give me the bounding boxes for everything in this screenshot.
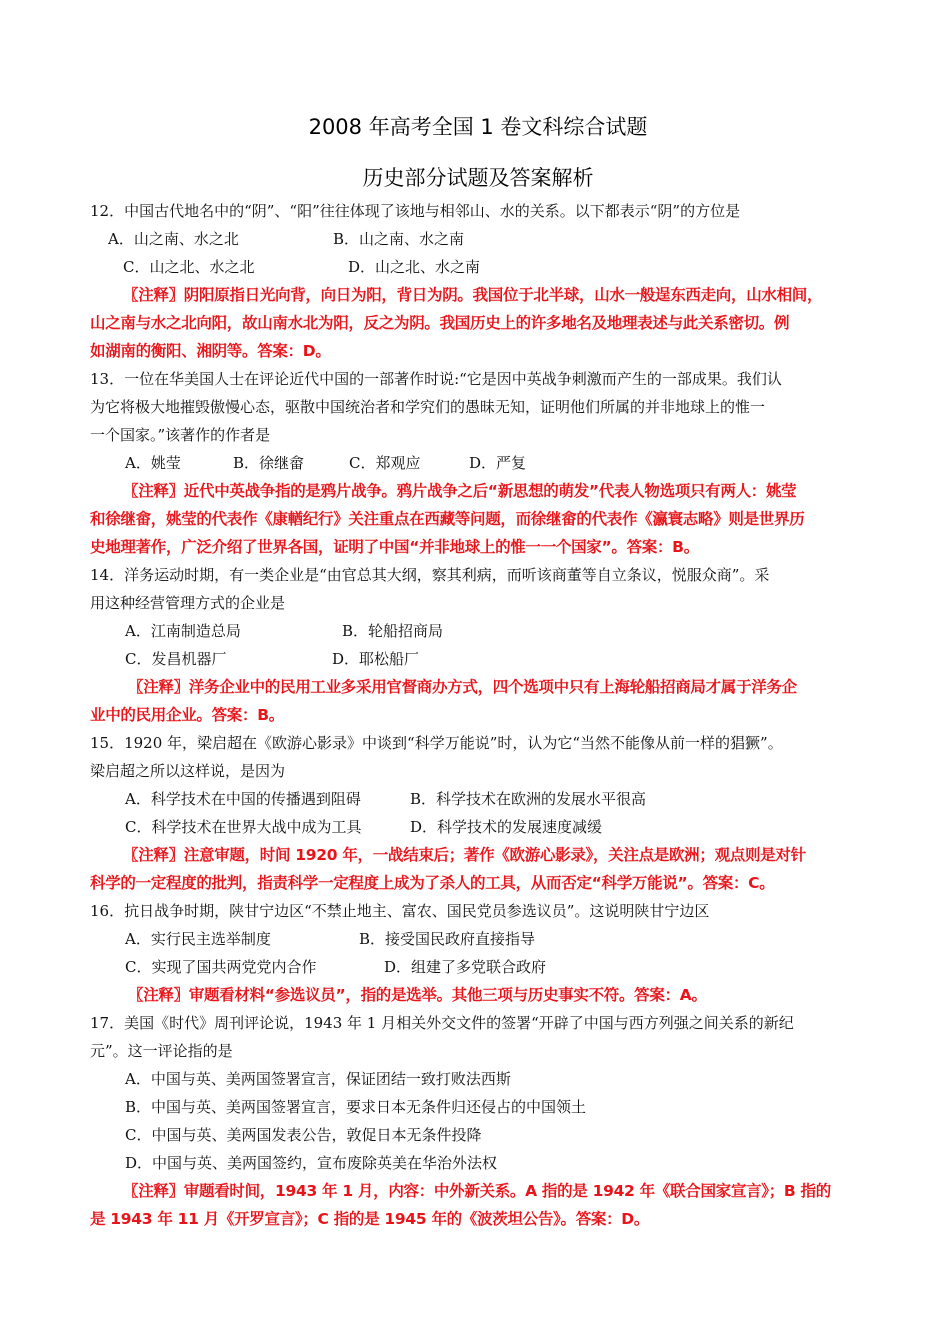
option-a: A．科学技术在中国的传播遇到阻碍 <box>125 790 361 808</box>
answer-note-line: 〖注释〗阴阳原指日光向背，向日为阳，背日为阴。我国位于北半球，山水一般逞东西走向，山水相间， <box>123 286 823 304</box>
option-d: D．科学技术的发展速度减缓 <box>410 818 603 836</box>
document-title: 2008 年高考全国 1 卷文科综合试题 <box>308 115 648 139</box>
answer-note-line: 是 1943 年 11 月《开罗宣言》；C 指的是 1945 年的《波茨坦公告》。答案：D。 <box>90 1210 650 1228</box>
option-row <box>90 1149 865 1177</box>
answer-note-line: 科学的一定程度的批判，指责科学一定程度上成为了杀人的工具，从而否定“科学万能说”。答案：C。 <box>90 874 775 892</box>
option-b: B．科学技术在欧洲的发展水平很高 <box>410 790 647 808</box>
option-b: B．山之南、水之南 <box>333 230 465 248</box>
question-stem-line: 为它将极大地摧毁傲慢心态，驱散中国统治者和学究们的愚昧无知，证明他们所属的并非地球上的惟一 <box>90 398 766 416</box>
option-c: C．中国与英、美两国发表公告，敦促日本无条件投降 <box>125 1126 482 1144</box>
option-row <box>90 925 865 953</box>
option-b: B．徐继畲 <box>233 454 305 472</box>
option-b: B．轮船招商局 <box>342 622 444 640</box>
question-16 <box>90 897 865 1009</box>
option-a: A．中国与英、美两国签署宣言，保证团结一致打败法西斯 <box>125 1070 511 1088</box>
option-row <box>90 645 865 673</box>
option-row <box>90 449 865 477</box>
option-c: C．郑观应 <box>349 454 421 472</box>
question-15 <box>90 729 865 897</box>
option-row <box>90 253 865 281</box>
question-stem-line: 17．美国《时代》周刊评论说，1943 年 1 月相关外交文件的签署“开辟了中国与西方列强之间关系的新纪 <box>90 1014 794 1032</box>
option-row <box>90 813 865 841</box>
questions-list <box>90 197 865 1233</box>
answer-note-line: 史地理著作，广泛介绍了世界各国，证明了中国“并非地球上的惟一一个国家”。答案：B。 <box>90 538 699 556</box>
answer-note-line: 〖注释〗审题看时间，1943 年 1 月，内容：中外新关系。A 指的是 1942 年《联合国家宣言》；B 指的 <box>123 1182 831 1200</box>
option-row <box>90 953 865 981</box>
question-17 <box>90 1009 865 1233</box>
answer-note-line: 〖注释〗注意审题，时间 1920 年，一战结束后；著作《欧游心影录》，关注点是欧洲；观点则是对针 <box>123 846 806 864</box>
option-a: A．姚莹 <box>125 454 181 472</box>
question-stem-line: 用这种经营管理方式的企业是 <box>90 594 286 612</box>
option-row <box>90 1065 865 1093</box>
option-c: C．山之北、水之北 <box>123 258 255 276</box>
option-d: D．耶松船厂 <box>332 650 420 668</box>
option-d: D．严复 <box>469 454 527 472</box>
option-c: C．发昌机器厂 <box>125 650 227 668</box>
option-a: A．江南制造总局 <box>125 622 241 640</box>
option-a: A．山之南、水之北 <box>108 230 239 248</box>
question-stem-line: 一个国家。”该著作的作者是 <box>90 426 271 444</box>
option-c: C．实现了国共两党党内合作 <box>125 958 317 976</box>
option-b: B．中国与英、美两国签署宣言，要求日本无条件归还侵占的中国领土 <box>125 1098 587 1116</box>
option-d: D．组建了多党联合政府 <box>384 958 547 976</box>
answer-note-line: 业中的民用企业。答案：B。 <box>90 706 284 724</box>
answer-note-line: 〖注释〗近代中英战争指的是鸦片战争。鸦片战争之后“新思想的萌发”代表人物选项只有两人：姚莹 <box>123 482 797 500</box>
answer-note-line: 〖注释〗洋务企业中的民用工业多采用官督商办方式，四个选项中只有上海轮船招商局才属于洋务企 <box>128 678 797 696</box>
question-13 <box>90 365 865 561</box>
answer-note-line: 山之南与水之北向阳，故山南水北为阳，反之为阴。我国历史上的许多地名及地理表述与此关系密切。例 <box>90 314 790 332</box>
question-stem-line: 元”。这一评论指的是 <box>90 1042 233 1060</box>
option-a: A．实行民主选举制度 <box>125 930 271 948</box>
option-row <box>90 785 865 813</box>
answer-note-line: 〖注释〗审题看材料“参选议员”，指的是选举。其他三项与历史事实不符。答案：A。 <box>128 986 707 1004</box>
option-c: C．科学技术在世界大战中成为工具 <box>125 818 362 836</box>
question-stem-line: 13．一位在华美国人士在评论近代中国的一部著作时说:“它是因中英战争刺激而产生的一部成果。我们认 <box>90 370 782 388</box>
option-row <box>90 225 865 253</box>
option-row <box>90 1121 865 1149</box>
question-stem-line: 梁启超之所以这样说，是因为 <box>90 762 286 780</box>
option-d: D．中国与英、美两国签约，宣布废除英美在华治外法权 <box>125 1154 498 1172</box>
option-d: D．山之北、水之南 <box>348 258 481 276</box>
question-14 <box>90 561 865 729</box>
question-12 <box>90 197 865 365</box>
question-stem-line: 16．抗日战争时期，陕甘宁边区“不禁止地主、富农、国民党员参选议员”。这说明陕甘宁边区 <box>90 902 710 920</box>
answer-note-line: 如湖南的衡阳、湘阴等。答案：D。 <box>90 342 331 360</box>
question-stem-line: 12．中国古代地名中的“阴”、“阳”往往体现了该地与相邻山、水的关系。以下都表示“阴”的方位是 <box>90 202 741 220</box>
option-b: B．接受国民政府直接指导 <box>359 930 536 948</box>
option-row <box>90 1093 865 1121</box>
answer-note-line: 和徐继畲，姚莹的代表作《康輶纪行》关注重点在西藏等问题，而徐继畲的代表作《瀛寰志略》则是世界历 <box>90 510 805 528</box>
option-row <box>90 617 865 645</box>
question-stem-line: 15．1920 年，梁启超在《欧游心影录》中谈到“科学万能说”时，认为它“当然不能像从前一样的猖獗”。 <box>90 734 783 752</box>
question-stem-line: 14．洋务运动时期，有一类企业是“由官总其大纲，察其利病，而听该商董等自立条议，悦服众商”。采 <box>90 566 770 584</box>
document-subtitle: 历史部分试题及答案解析 <box>362 166 594 190</box>
